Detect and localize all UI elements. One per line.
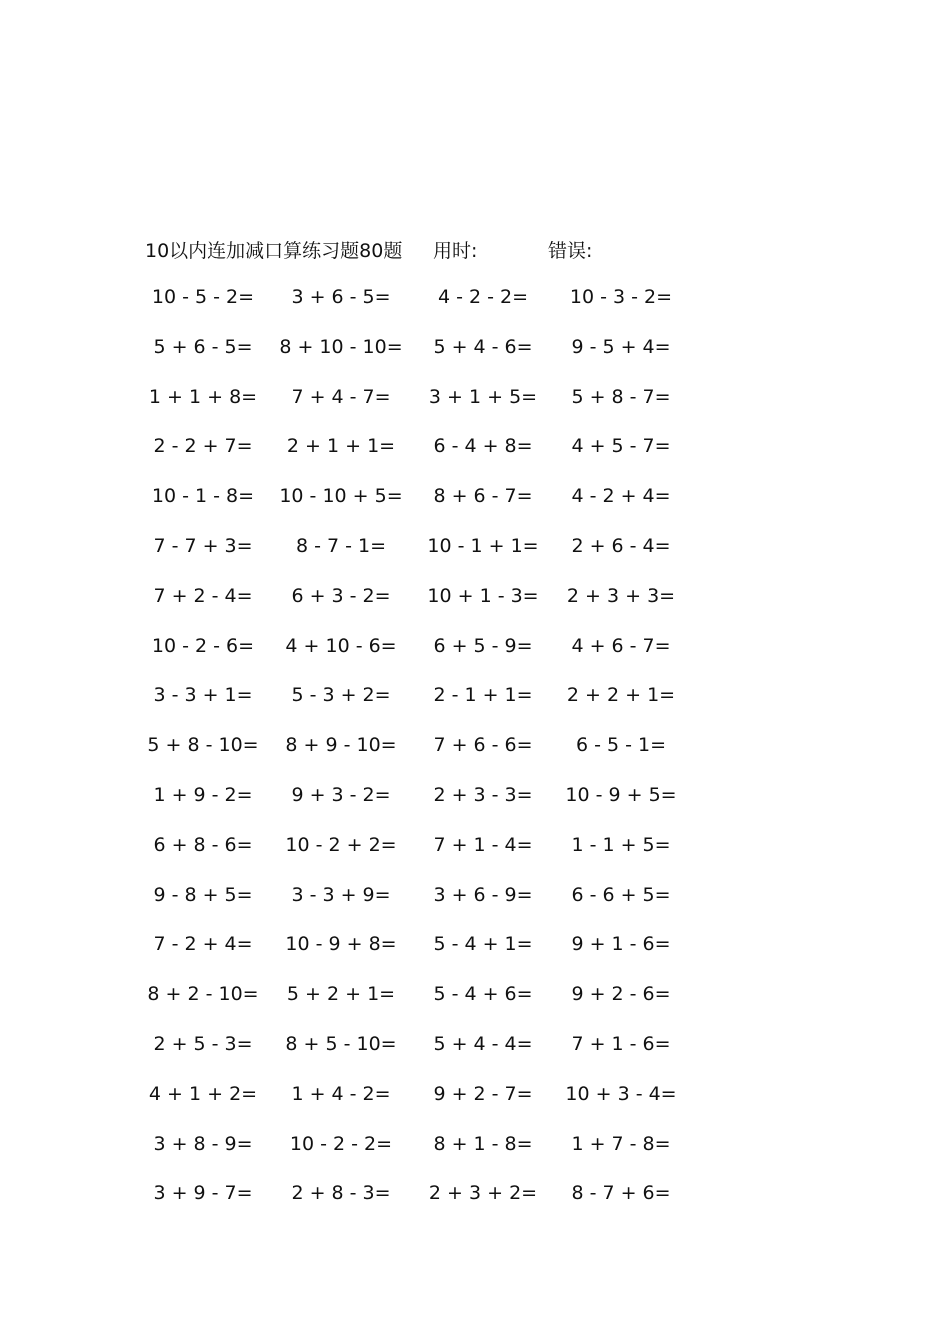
- problem-row: [0, 635, 950, 685]
- problem-item: 9 + 2 - 6=: [571, 983, 671, 1006]
- problem-item: 6 - 4 + 8=: [433, 435, 533, 458]
- problem-item: 9 + 3 - 2=: [291, 783, 391, 806]
- problem-item: 4 + 1 + 2=: [148, 1082, 258, 1105]
- problem-item: 7 - 7 + 3=: [153, 534, 253, 557]
- problem-item: 4 - 2 + 4=: [571, 485, 671, 508]
- problem-item: 8 + 6 - 7=: [433, 485, 533, 508]
- problem-row: [0, 286, 950, 336]
- problem-item: 10 - 2 - 6=: [151, 634, 255, 657]
- problem-row: [0, 734, 950, 784]
- problem-item: 2 + 8 - 3=: [291, 1182, 391, 1205]
- problem-item: 8 + 2 - 10=: [147, 983, 259, 1006]
- problem-item: 10 + 1 - 3=: [427, 584, 539, 607]
- problem-item: 9 - 5 + 4=: [571, 335, 671, 358]
- problem-item: 10 - 2 + 2=: [285, 833, 397, 856]
- problem-item: 2 + 1 + 1=: [286, 435, 396, 458]
- problem-item: 4 + 6 - 7=: [571, 634, 671, 657]
- problem-item: 1 + 7 - 8=: [571, 1132, 671, 1155]
- problem-item: 7 - 2 + 4=: [153, 933, 253, 956]
- problem-item: 5 - 4 + 6=: [433, 983, 533, 1006]
- problem-row: [0, 933, 950, 983]
- problem-item: 7 + 2 - 4=: [153, 584, 253, 607]
- problem-item: 5 + 4 - 4=: [433, 1032, 533, 1055]
- problem-item: 8 - 7 - 1=: [295, 534, 387, 557]
- problem-item: 10 - 1 + 1=: [427, 534, 539, 557]
- problem-row: [0, 585, 950, 635]
- problem-item: 6 + 3 - 2=: [291, 584, 391, 607]
- problem-item: 1 + 4 - 2=: [291, 1082, 391, 1105]
- problem-item: 3 + 1 + 5=: [428, 385, 538, 408]
- problem-item: 10 - 2 - 2=: [289, 1132, 393, 1155]
- problem-item: 10 - 3 - 2=: [569, 286, 673, 308]
- problem-item: 3 - 3 + 1=: [153, 684, 253, 707]
- problem-item: 3 + 9 - 7=: [153, 1182, 253, 1205]
- problem-grid: [0, 286, 950, 1232]
- problem-item: 1 + 1 + 8=: [148, 385, 258, 408]
- problem-item: 2 + 6 - 4=: [571, 534, 671, 557]
- problem-item: 5 + 8 - 10=: [147, 734, 259, 757]
- problem-item: 1 + 9 - 2=: [153, 783, 253, 806]
- problem-item: 10 - 1 - 8=: [151, 485, 255, 508]
- problem-item: 2 + 3 + 2=: [428, 1182, 538, 1205]
- problem-item: 5 + 2 + 1=: [286, 983, 396, 1006]
- problem-item: 7 + 1 - 6=: [571, 1032, 671, 1055]
- problem-item: 3 - 3 + 9=: [291, 883, 391, 906]
- problem-item: 4 - 2 - 2=: [437, 286, 529, 308]
- problem-item: 7 + 6 - 6=: [433, 734, 533, 757]
- problem-item: 1 - 1 + 5=: [571, 833, 671, 856]
- problem-row: [0, 336, 950, 386]
- problem-item: 2 + 3 + 3=: [566, 584, 676, 607]
- problem-item: 10 - 9 + 5=: [565, 783, 677, 806]
- problem-item: 6 + 5 - 9=: [433, 634, 533, 657]
- problem-item: 8 - 7 + 6=: [571, 1182, 671, 1205]
- problem-item: 5 - 4 + 1=: [433, 933, 533, 956]
- problem-row: [0, 834, 950, 884]
- problem-item: 6 + 8 - 6=: [153, 833, 253, 856]
- problem-item: 10 - 9 + 8=: [285, 933, 397, 956]
- problem-item: 10 - 10 + 5=: [279, 485, 403, 508]
- problem-row: [0, 386, 950, 436]
- problem-row: [0, 1083, 950, 1133]
- problem-row: [0, 884, 950, 934]
- problem-item: 5 - 3 + 2=: [291, 684, 391, 707]
- problem-item: 10 + 3 - 4=: [565, 1082, 677, 1105]
- problem-item: 2 - 1 + 1=: [433, 684, 533, 707]
- problem-row: [0, 485, 950, 535]
- problem-item: 2 - 2 + 7=: [153, 435, 253, 458]
- problem-row: [0, 784, 950, 834]
- problem-item: 4 + 5 - 7=: [571, 435, 671, 458]
- problem-item: 6 - 6 + 5=: [571, 883, 671, 906]
- problem-row: [0, 684, 950, 734]
- problem-row: [0, 1133, 950, 1183]
- error-count-label: 错误:: [548, 240, 593, 262]
- problem-row: [0, 1033, 950, 1083]
- problem-item: 9 - 8 + 5=: [153, 883, 253, 906]
- problem-item: 10 - 5 - 2=: [151, 286, 255, 308]
- problem-item: 8 + 10 - 10=: [279, 335, 403, 358]
- problem-row: [0, 1182, 950, 1232]
- problem-item: 3 + 6 - 9=: [433, 883, 533, 906]
- problem-item: 9 + 2 - 7=: [433, 1082, 533, 1105]
- problem-row: [0, 983, 950, 1033]
- problem-item: 2 + 2 + 1=: [566, 684, 676, 707]
- problem-item: 9 + 1 - 6=: [571, 933, 671, 956]
- problem-item: 5 + 6 - 5=: [153, 335, 253, 358]
- problem-item: 3 + 6 - 5=: [291, 286, 391, 308]
- problem-item: 2 + 3 - 3=: [433, 783, 533, 806]
- time-used-label: 用时:: [433, 240, 478, 262]
- problem-item: 4 + 10 - 6=: [285, 634, 397, 657]
- problem-item: 8 + 1 - 8=: [433, 1132, 533, 1155]
- problem-row: [0, 435, 950, 485]
- problem-item: 3 + 8 - 9=: [153, 1132, 253, 1155]
- problem-item: 7 + 1 - 4=: [433, 833, 533, 856]
- problem-item: 5 + 8 - 7=: [571, 385, 671, 408]
- problem-item: 5 + 4 - 6=: [433, 335, 533, 358]
- problem-row: [0, 535, 950, 585]
- problem-item: 8 + 5 - 10=: [285, 1032, 397, 1055]
- problem-item: 6 - 5 - 1=: [575, 734, 667, 757]
- worksheet-title: 10以内连加减口算练习题80题: [145, 240, 403, 262]
- problem-item: 8 + 9 - 10=: [285, 734, 397, 757]
- problem-item: 7 + 4 - 7=: [291, 385, 391, 408]
- problem-item: 2 + 5 - 3=: [153, 1032, 253, 1055]
